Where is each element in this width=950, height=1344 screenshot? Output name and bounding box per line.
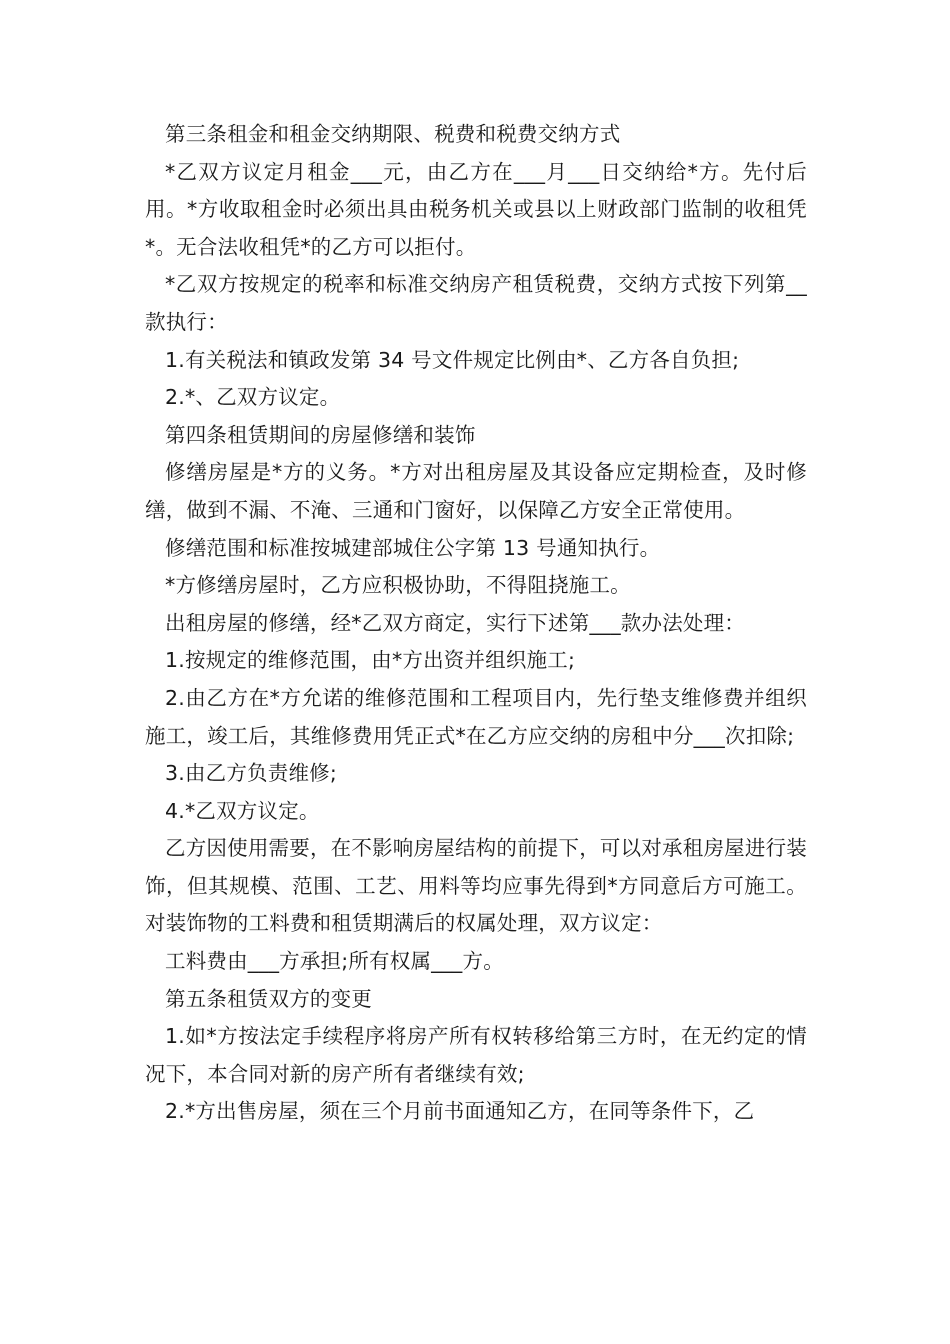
list-item-tax-1: 1.有关税法和镇政发第 34 号文件规定比例由*、乙方各自负担; [165,347,740,372]
section-heading-article-5: 第五条租赁双方的变更 [165,986,372,1011]
list-item-change-2: 2.*方出售房屋，须在三个月前书面通知乙方，在同等条件下，乙 [165,1099,755,1124]
paragraph-repair-scope: 修缮范围和标准按城建部城住公字第 13 号通知执行。 [165,535,661,560]
document-body [145,116,807,1131]
paragraph-repair-duty: 修缮房屋是*方的义务。*方对出租房屋及其设备应定期检查，及时修缮，做到不漏、不淹、三通和门窗好，以保障乙方安全正常使用。 [145,460,807,522]
paragraph-decoration: 乙方因使用需要，在不影响房屋结构的前提下，可以对承租房屋进行装饰，但其规模、范围、工艺、用料等均应事先得到*方同意后方可施工。对装饰物的工料费和租赁期满后的权属处理，双方议定： [145,836,807,936]
paragraph-repair-cooperation: *方修缮房屋时，乙方应积极协助，不得阻挠施工。 [165,573,631,598]
list-item-repair-2: 2.由乙方在*方允诺的维修范围和工程项目内，先行垫支维修费并组织施工，竣工后，其维修费用凭正式*在乙方应交纳的房租中分___次扣除; [145,685,807,748]
list-item-repair-1: 1.按规定的维修范围，由*方出资并组织施工; [165,648,576,673]
list-item-repair-4: 4.*乙双方议定。 [165,798,320,823]
list-item-change-1: 1.如*方按法定手续程序将房产所有权转移给第三方时，在无约定的情况下，本合同对新的房产所有者继续有效; [145,1024,807,1086]
paragraph-repair-methods: 出租房屋的修缮，经*乙双方商定，实行下述第___款办法处理： [165,610,745,635]
list-item-repair-3: 3.由乙方负责维修; [165,761,337,786]
paragraph-tax-payment: *乙双方按规定的税率和标准交纳房产租赁税费，交纳方式按下列第__款执行： [145,272,807,334]
section-heading-article-4: 第四条租赁期间的房屋修缮和装饰 [165,422,476,447]
section-heading-article-3: 第三条租金和租金交纳期限、税费和税费交纳方式 [165,122,621,146]
list-item-tax-2: 2.*、乙双方议定。 [165,385,341,410]
paragraph-decoration-cost: 工料费由___方承担;所有权属___方。 [165,949,504,974]
paragraph-rent-amount: *乙双方议定月租金___元，由乙方在___月___日交纳给*方。先付后用。*方收取租金时必须出具由税务机关或县以上财政部门监制的收租凭*。无合法收租凭*的乙方可以拒付。 [145,159,807,259]
